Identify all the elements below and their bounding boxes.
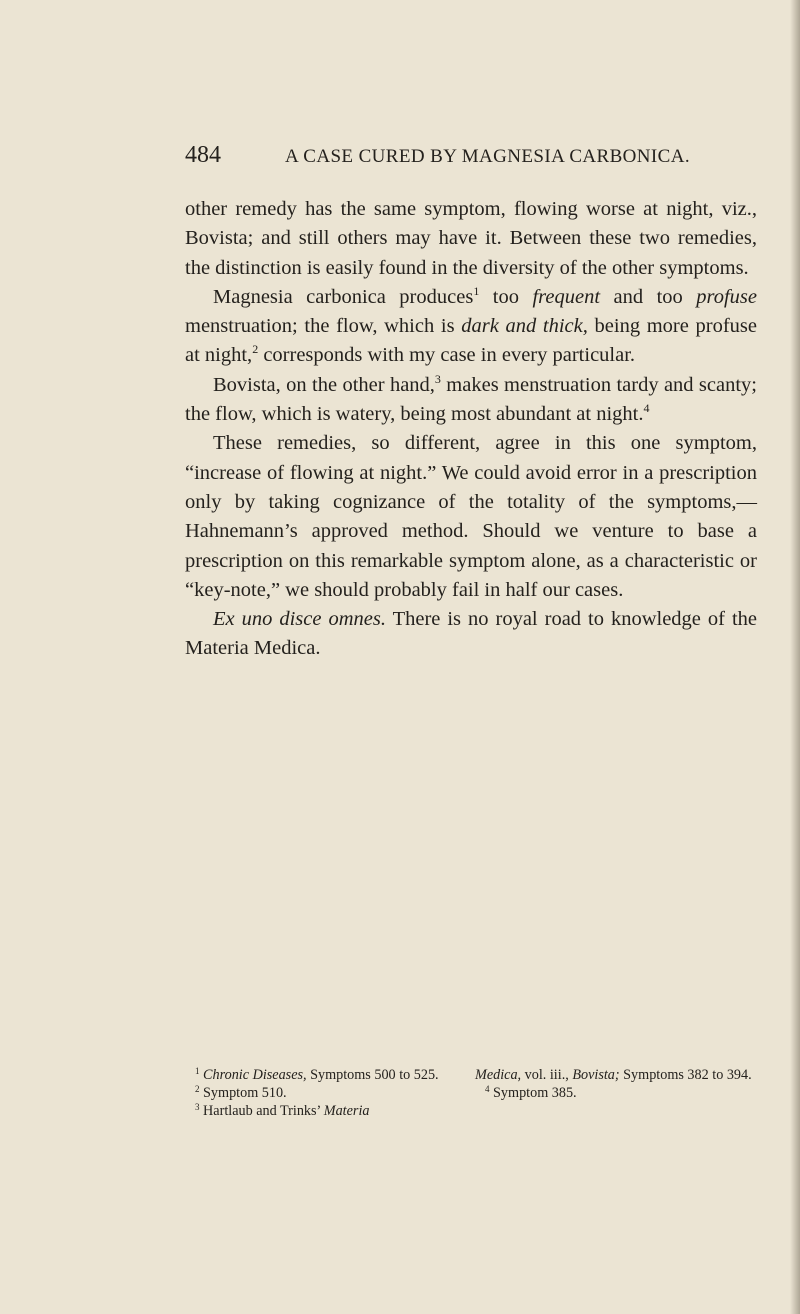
footnote-ref-3: 3 bbox=[434, 371, 441, 386]
body-text bbox=[185, 195, 757, 664]
footnotes bbox=[185, 1066, 757, 1120]
text-run: Hartlaub and Trinks’ bbox=[199, 1103, 324, 1119]
footnote-3 bbox=[185, 1102, 467, 1120]
footnote-3-continued bbox=[475, 1066, 757, 1084]
text-run: Symptom 385. bbox=[489, 1085, 577, 1101]
running-title: A CASE CURED BY MAGNESIA CARBONICA. bbox=[285, 146, 690, 167]
footnotes-right-column bbox=[475, 1066, 757, 1120]
paragraph-1: other remedy has the same symptom, flowing worse at night, viz., Bovista; and still others may have it. Between these two remedies, the distinction is easily found in the diversity of the other symptoms. bbox=[185, 198, 757, 279]
text-run: Symptoms 500 to 525. bbox=[306, 1067, 439, 1083]
italic-run: Materia bbox=[323, 1103, 370, 1119]
footnote-2 bbox=[185, 1084, 467, 1102]
italic-run: frequent bbox=[532, 285, 601, 308]
italic-run: dark and thick, bbox=[461, 315, 588, 338]
page-number: 484 bbox=[185, 142, 221, 168]
footnotes-left-column bbox=[185, 1066, 467, 1120]
italic-run: Chronic Diseases, bbox=[203, 1067, 307, 1083]
text-run: Symptoms 382 to 394. bbox=[619, 1067, 752, 1083]
text-run: There is no royal road to knowledge of the Materia Medica. bbox=[185, 608, 758, 660]
footnote-number: 3 bbox=[195, 1102, 200, 1112]
text-run: and too bbox=[600, 285, 697, 308]
text-run: makes menstruation tardy and scanty; the flow, which is watery, being most abundant at night. bbox=[185, 373, 757, 426]
text-run: menstruation; the flow, which is bbox=[185, 315, 462, 338]
footnote-number: 4 bbox=[485, 1084, 490, 1094]
paragraph-2 bbox=[185, 283, 757, 371]
footnote-4 bbox=[475, 1084, 757, 1102]
text-run: being more profuse at night, bbox=[185, 315, 757, 367]
text-run: corresponds with my case in every particular. bbox=[258, 344, 636, 367]
footnote-number: 1 bbox=[195, 1066, 200, 1076]
paragraph-5 bbox=[185, 605, 757, 664]
text-run: Bovista, on the other hand, bbox=[213, 373, 435, 396]
footnote-ref-4: 4 bbox=[643, 401, 650, 416]
text-run: Symptom 510. bbox=[199, 1085, 287, 1101]
text-run: too bbox=[479, 285, 533, 308]
footnote-ref-1: 1 bbox=[473, 283, 480, 298]
footnote-1 bbox=[185, 1066, 467, 1084]
italic-run: Bovista; bbox=[572, 1067, 620, 1083]
paragraph-3 bbox=[185, 371, 757, 430]
italic-run: Ex uno disce omnes. bbox=[213, 608, 386, 631]
page-edge-shadow bbox=[790, 0, 800, 1314]
page-header bbox=[185, 142, 690, 169]
text-run: vol. iii., bbox=[521, 1067, 573, 1083]
text-run: Magnesia carbonica produces bbox=[213, 285, 474, 308]
footnote-ref-2: 2 bbox=[252, 342, 259, 357]
italic-run: profuse bbox=[696, 285, 758, 308]
paragraph-4: These remedies, so different, agree in this one symptom, “increase of flowing at night.” We could avoid error in a prescription only by taking cognizance of the totality of the symptoms,—Hahnemann’s approved method. Should we venture to base a prescription on this remarkable symptom alone, as a characteristic or “key-note,” we should probably fail in half our cases. bbox=[185, 432, 757, 601]
footnote-number: 2 bbox=[195, 1084, 200, 1094]
italic-run: Medica, bbox=[475, 1067, 522, 1083]
